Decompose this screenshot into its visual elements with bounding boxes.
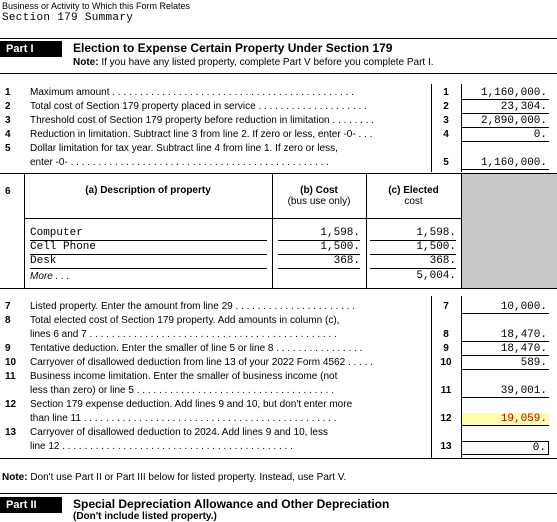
part1-label: Part I xyxy=(0,41,62,57)
line-number: 9 xyxy=(5,343,11,354)
asset-desc[interactable]: Desk xyxy=(30,255,57,267)
line-5-value[interactable]: 1,160,000. xyxy=(461,157,549,170)
divider xyxy=(431,84,432,172)
asset-desc[interactable]: Cell Phone xyxy=(30,241,97,253)
more-link[interactable]: More . . . xyxy=(30,271,70,282)
line-number: 13 xyxy=(5,427,17,438)
line-box: 8 xyxy=(443,329,449,340)
line-box: 9 xyxy=(443,343,449,354)
line-number: 4 xyxy=(5,129,11,140)
line-box: 1 xyxy=(443,87,449,98)
part2-divider xyxy=(0,493,557,494)
line-description: less than zero) or line 5 . . . . . . . . . . . . . . . . . . . . . . . . . . . . . . . . . . . . xyxy=(30,385,334,396)
asset-elected[interactable]: 368. xyxy=(429,255,456,267)
divider xyxy=(30,268,267,269)
business-activity-label: Business or Activity to Which this Form Relates xyxy=(2,1,191,11)
divider xyxy=(461,296,462,458)
line-description: lines 6 and 7 . . . . . . . . . . . . . . . . . . . . . . . . . . . . . . . . . . . . . . . . . . . . . xyxy=(30,329,337,340)
line-number: 1 xyxy=(5,87,11,98)
line-number: 12 xyxy=(5,399,17,410)
asset-cost[interactable]: 1,500. xyxy=(320,241,360,253)
line-2-value[interactable]: 23,304. xyxy=(461,101,549,114)
divider xyxy=(431,296,432,458)
line-box: 11 xyxy=(440,385,452,396)
line-3-value[interactable]: 2,890,000. xyxy=(461,115,549,128)
line-box: 2 xyxy=(443,101,449,112)
divider xyxy=(370,268,456,269)
line-number: 5 xyxy=(5,143,11,154)
line-number: 7 xyxy=(5,301,11,312)
part2-title: Special Depreciation Allowance and Other Depreciation xyxy=(73,497,390,511)
line-11-value[interactable]: 39,001. xyxy=(461,385,549,398)
business-activity-value: Section 179 Summary xyxy=(2,12,134,24)
line-description: Threshold cost of Section 179 property before reduction in limitation . . . . . . . . xyxy=(30,115,375,126)
part2-subtitle: (Don't include listed property.) xyxy=(73,511,217,522)
line-description: than line 11 . . . . . . . . . . . . . . . . . . . . . . . . . . . . . . . . . . . . . . . . . . . . . . xyxy=(30,413,337,424)
line-description: Listed property. Enter the amount from line 29 . . . . . . . . . . . . . . . . . . . . . . xyxy=(30,301,355,312)
asset-elected[interactable]: 1,500. xyxy=(416,241,456,253)
part2-label: Part II xyxy=(0,497,62,513)
line-description: line 12 . . . . . . . . . . . . . . . . . . . . . . . . . . . . . . . . . . . . . . . . . . xyxy=(30,441,293,452)
divider xyxy=(461,173,462,288)
divider xyxy=(0,458,557,459)
line-box: 10 xyxy=(440,357,452,368)
line-box: 3 xyxy=(443,115,449,126)
part1-divider xyxy=(0,38,557,39)
line-description: Tentative deduction. Enter the smaller of line 5 or line 8 . . . . . . . . . . . . . . . . xyxy=(30,343,363,354)
line-description: Section 179 expense deduction. Add lines 9 and 10, but don't enter more xyxy=(30,399,353,410)
line-description: Total cost of Section 179 property placed in service . . . . . . . . . . . . . . . . . . . . xyxy=(30,101,367,112)
asset-cost[interactable]: 1,598. xyxy=(320,227,360,239)
line-number: 11 xyxy=(5,371,16,382)
shaded-area xyxy=(461,174,557,288)
asset-desc[interactable]: Computer xyxy=(30,227,83,239)
line-6-number: 6 xyxy=(5,186,11,197)
line-box: 13 xyxy=(440,441,452,452)
line-description: Carryover of disallowed deduction to 2024. Add lines 9 and 10, less xyxy=(30,427,328,438)
line-7-value[interactable]: 10,000. xyxy=(461,301,549,314)
line-1-value[interactable]: 1,160,000. xyxy=(461,87,549,100)
line-description: enter -0- . . . . . . . . . . . . . . . . . . . . . . . . . . . . . . . . . . . . . . . . . . . . . . . xyxy=(30,157,329,168)
part1-title: Election to Expense Certain Property Under Section 179 xyxy=(73,41,393,55)
line-9-value[interactable]: 18,470. xyxy=(461,343,549,356)
line-8-value[interactable]: 18,470. xyxy=(461,329,549,342)
part1-note: Note: If you have any listed property, complete Part V before you complete Part I. xyxy=(73,57,434,68)
line-box: 12 xyxy=(440,413,452,424)
divider xyxy=(0,288,557,289)
line-box: 4 xyxy=(443,129,449,140)
asset-elected[interactable]: 1,598. xyxy=(416,227,456,239)
col-b-header: (b) Cost (bus use only) xyxy=(287,185,351,207)
line-number: 10 xyxy=(5,357,17,368)
line-box: 7 xyxy=(443,301,449,312)
line-number: 2 xyxy=(5,101,11,112)
divider xyxy=(278,268,360,269)
line-description: Dollar limitation for tax year. Subtract line 4 from line 1. If zero or less, xyxy=(30,143,338,154)
col-c-header: (c) Elected cost xyxy=(388,185,439,207)
line-4-value[interactable]: 0. xyxy=(461,129,549,142)
line-number: 8 xyxy=(5,315,11,326)
divider xyxy=(0,73,557,74)
part2-note: Note: Don't use Part II or Part III below for listed property. Instead, use Part V. xyxy=(2,472,347,483)
divider xyxy=(24,218,461,219)
line-description: Carryover of disallowed deduction from line 13 of your 2022 Form 4562 . . . . . xyxy=(30,357,373,368)
col-a-header: (a) Description of property xyxy=(85,185,211,196)
line-12-value[interactable]: 19,059. xyxy=(461,413,549,426)
line-10-value[interactable]: 589. xyxy=(461,357,549,370)
line-13-value[interactable]: 0. xyxy=(461,441,549,455)
line-number: 3 xyxy=(5,115,11,126)
elected-total[interactable]: 5,004. xyxy=(416,270,456,282)
line-description: Total elected cost of Section 179 property. Add amounts in column (c), xyxy=(30,315,340,326)
asset-cost[interactable]: 368. xyxy=(333,255,360,267)
line-description: Maximum amount . . . . . . . . . . . . . . . . . . . . . . . . . . . . . . . . . . . . . . . . . . . . xyxy=(30,87,354,98)
line-box: 5 xyxy=(443,157,449,168)
divider xyxy=(461,84,462,172)
line-description: Reduction in limitation. Subtract line 3 from line 2. If zero or less, enter -0- . . . xyxy=(30,129,373,140)
line-description: Business income limitation. Enter the smaller of business income (not xyxy=(30,371,338,382)
divider xyxy=(30,254,267,255)
